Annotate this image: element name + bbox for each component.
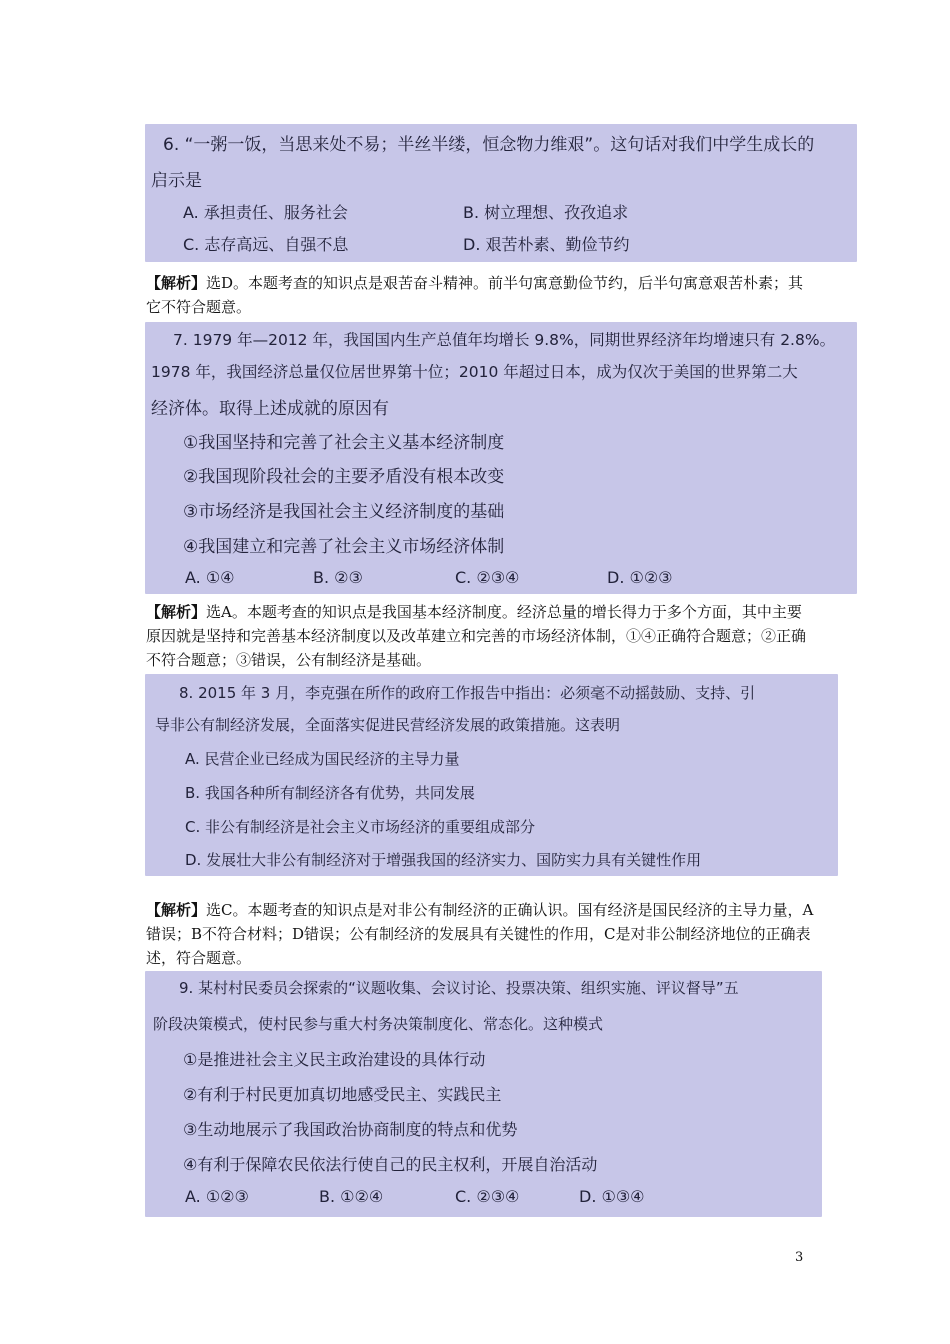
option-b: B. ①②④	[319, 1187, 384, 1206]
question-7-stem-line2: 1978 年，我国经济总量仅位居世界第十位；2010 年超过日本，成为仅次于美国的世界第二大	[151, 363, 798, 381]
option-a: A. ①④	[185, 568, 235, 587]
question-7-image	[145, 322, 857, 594]
option-d: D. ①③④	[579, 1187, 645, 1206]
question-8-image	[145, 674, 838, 876]
analysis-tag: 【解析】	[146, 901, 207, 919]
option-a: A. 承担责任、服务社会	[183, 203, 348, 222]
question-9-item-3: ③生动地展示了我国政治协商制度的特点和优势	[183, 1120, 518, 1139]
analysis-text: 选D。本题考查的知识点是艰苦奋斗精神。前半句寓意勤俭节约，后半句寓意艰苦朴素；其它不符合题意。	[146, 274, 804, 316]
question-7-item-1: ①我国坚持和完善了社会主义基本经济制度	[183, 433, 505, 453]
question-6-stem-line2: 启示是	[151, 171, 202, 191]
question-8-stem-line2: 导非公有制经济发展，全面落实促进民营经济发展的政策措施。这表明	[155, 716, 621, 734]
question-8-option-d: D. 发展壮大非公有制经济对于增强我国的经济实力、国防实力具有关键性作用	[185, 851, 702, 869]
question-7-stem-line1: 7. 1979 年—2012 年，我国国内生产总值年均增长 9.8%，同期世界经济年均增速只有 2.8%。	[173, 331, 836, 349]
option-a: A. ①②③	[185, 1187, 249, 1206]
option-d: D. 艰苦朴素、勤俭节约	[463, 235, 630, 254]
question-9-stem-line2: 阶段决策模式，使村民参与重大村务决策制度化、常态化。这种模式	[153, 1015, 604, 1033]
question-9-item-4: ④有利于保障农民依法行使自己的民主权利，开展自治活动	[183, 1155, 598, 1174]
question-7-item-4: ④我国建立和完善了社会主义市场经济体制	[183, 537, 505, 557]
question-7-stem-line3: 经济体。取得上述成就的原因有	[151, 399, 389, 419]
question-9-image	[145, 971, 822, 1217]
question-9-item-1: ①是推进社会主义民主政治建设的具体行动	[183, 1050, 486, 1069]
question-8-option-b: B. 我国各种所有制经济各有优势，共同发展	[185, 784, 475, 802]
question-8-option-c: C. 非公有制经济是社会主义市场经济的重要组成部分	[185, 818, 536, 836]
question-9-item-2: ②有利于村民更加真切地感受民主、实践民主	[183, 1085, 502, 1104]
option-c: C. ②③④	[455, 1187, 520, 1206]
analysis-text: 选C。本题考查的知识点是对非公有制经济的正确认识。国有经济是国民经济的主导力量，A错误；B不符合材料；D错误；公有制经济的发展具有关键性的作用，C是对非公制经济地位的正确表述，符合题意。	[146, 901, 814, 967]
question-9-stem-line1: 9. 某村村民委员会探索的“议题收集、会议讨论、投票决策、组织实施、评议督导”五	[179, 979, 739, 997]
analysis-6	[146, 271, 816, 319]
option-c: C. ②③④	[455, 568, 520, 587]
option-c: C. 志存高远、自强不息	[183, 235, 349, 254]
analysis-8	[146, 898, 816, 970]
question-8-option-a: A. 民营企业已经成为国民经济的主导力量	[185, 750, 460, 768]
question-7-item-3: ③市场经济是我国社会主义经济制度的基础	[183, 502, 505, 522]
analysis-tag: 【解析】	[146, 603, 207, 621]
option-b: B. ②③	[313, 568, 363, 587]
page-number: 3	[795, 1250, 804, 1265]
question-6-image	[145, 124, 857, 262]
analysis-7	[146, 600, 816, 672]
question-7-item-2: ②我国现阶段社会的主要矛盾没有根本改变	[183, 467, 505, 487]
question-6-stem-line1: 6. “一粥一饭，当思来处不易；半丝半缕，恒念物力维艰”。这句话对我们中学生成长的	[163, 135, 815, 155]
option-d: D. ①②③	[607, 568, 673, 587]
option-b: B. 树立理想、孜孜追求	[463, 203, 629, 222]
analysis-tag: 【解析】	[146, 274, 207, 292]
analysis-text: 选A。本题考查的知识点是我国基本经济制度。经济总量的增长得力于多个方面，其中主要原因就是坚持和完善基本经济制度以及改革建立和完善的市场经济体制，①④正确符合题意；②正确不符合题意；③错误，公有制经济是基础。	[146, 603, 807, 669]
question-8-stem-line1: 8. 2015 年 3 月，李克强在所作的政府工作报告中指出：必须毫不动摇鼓励、支持、引	[179, 684, 756, 702]
